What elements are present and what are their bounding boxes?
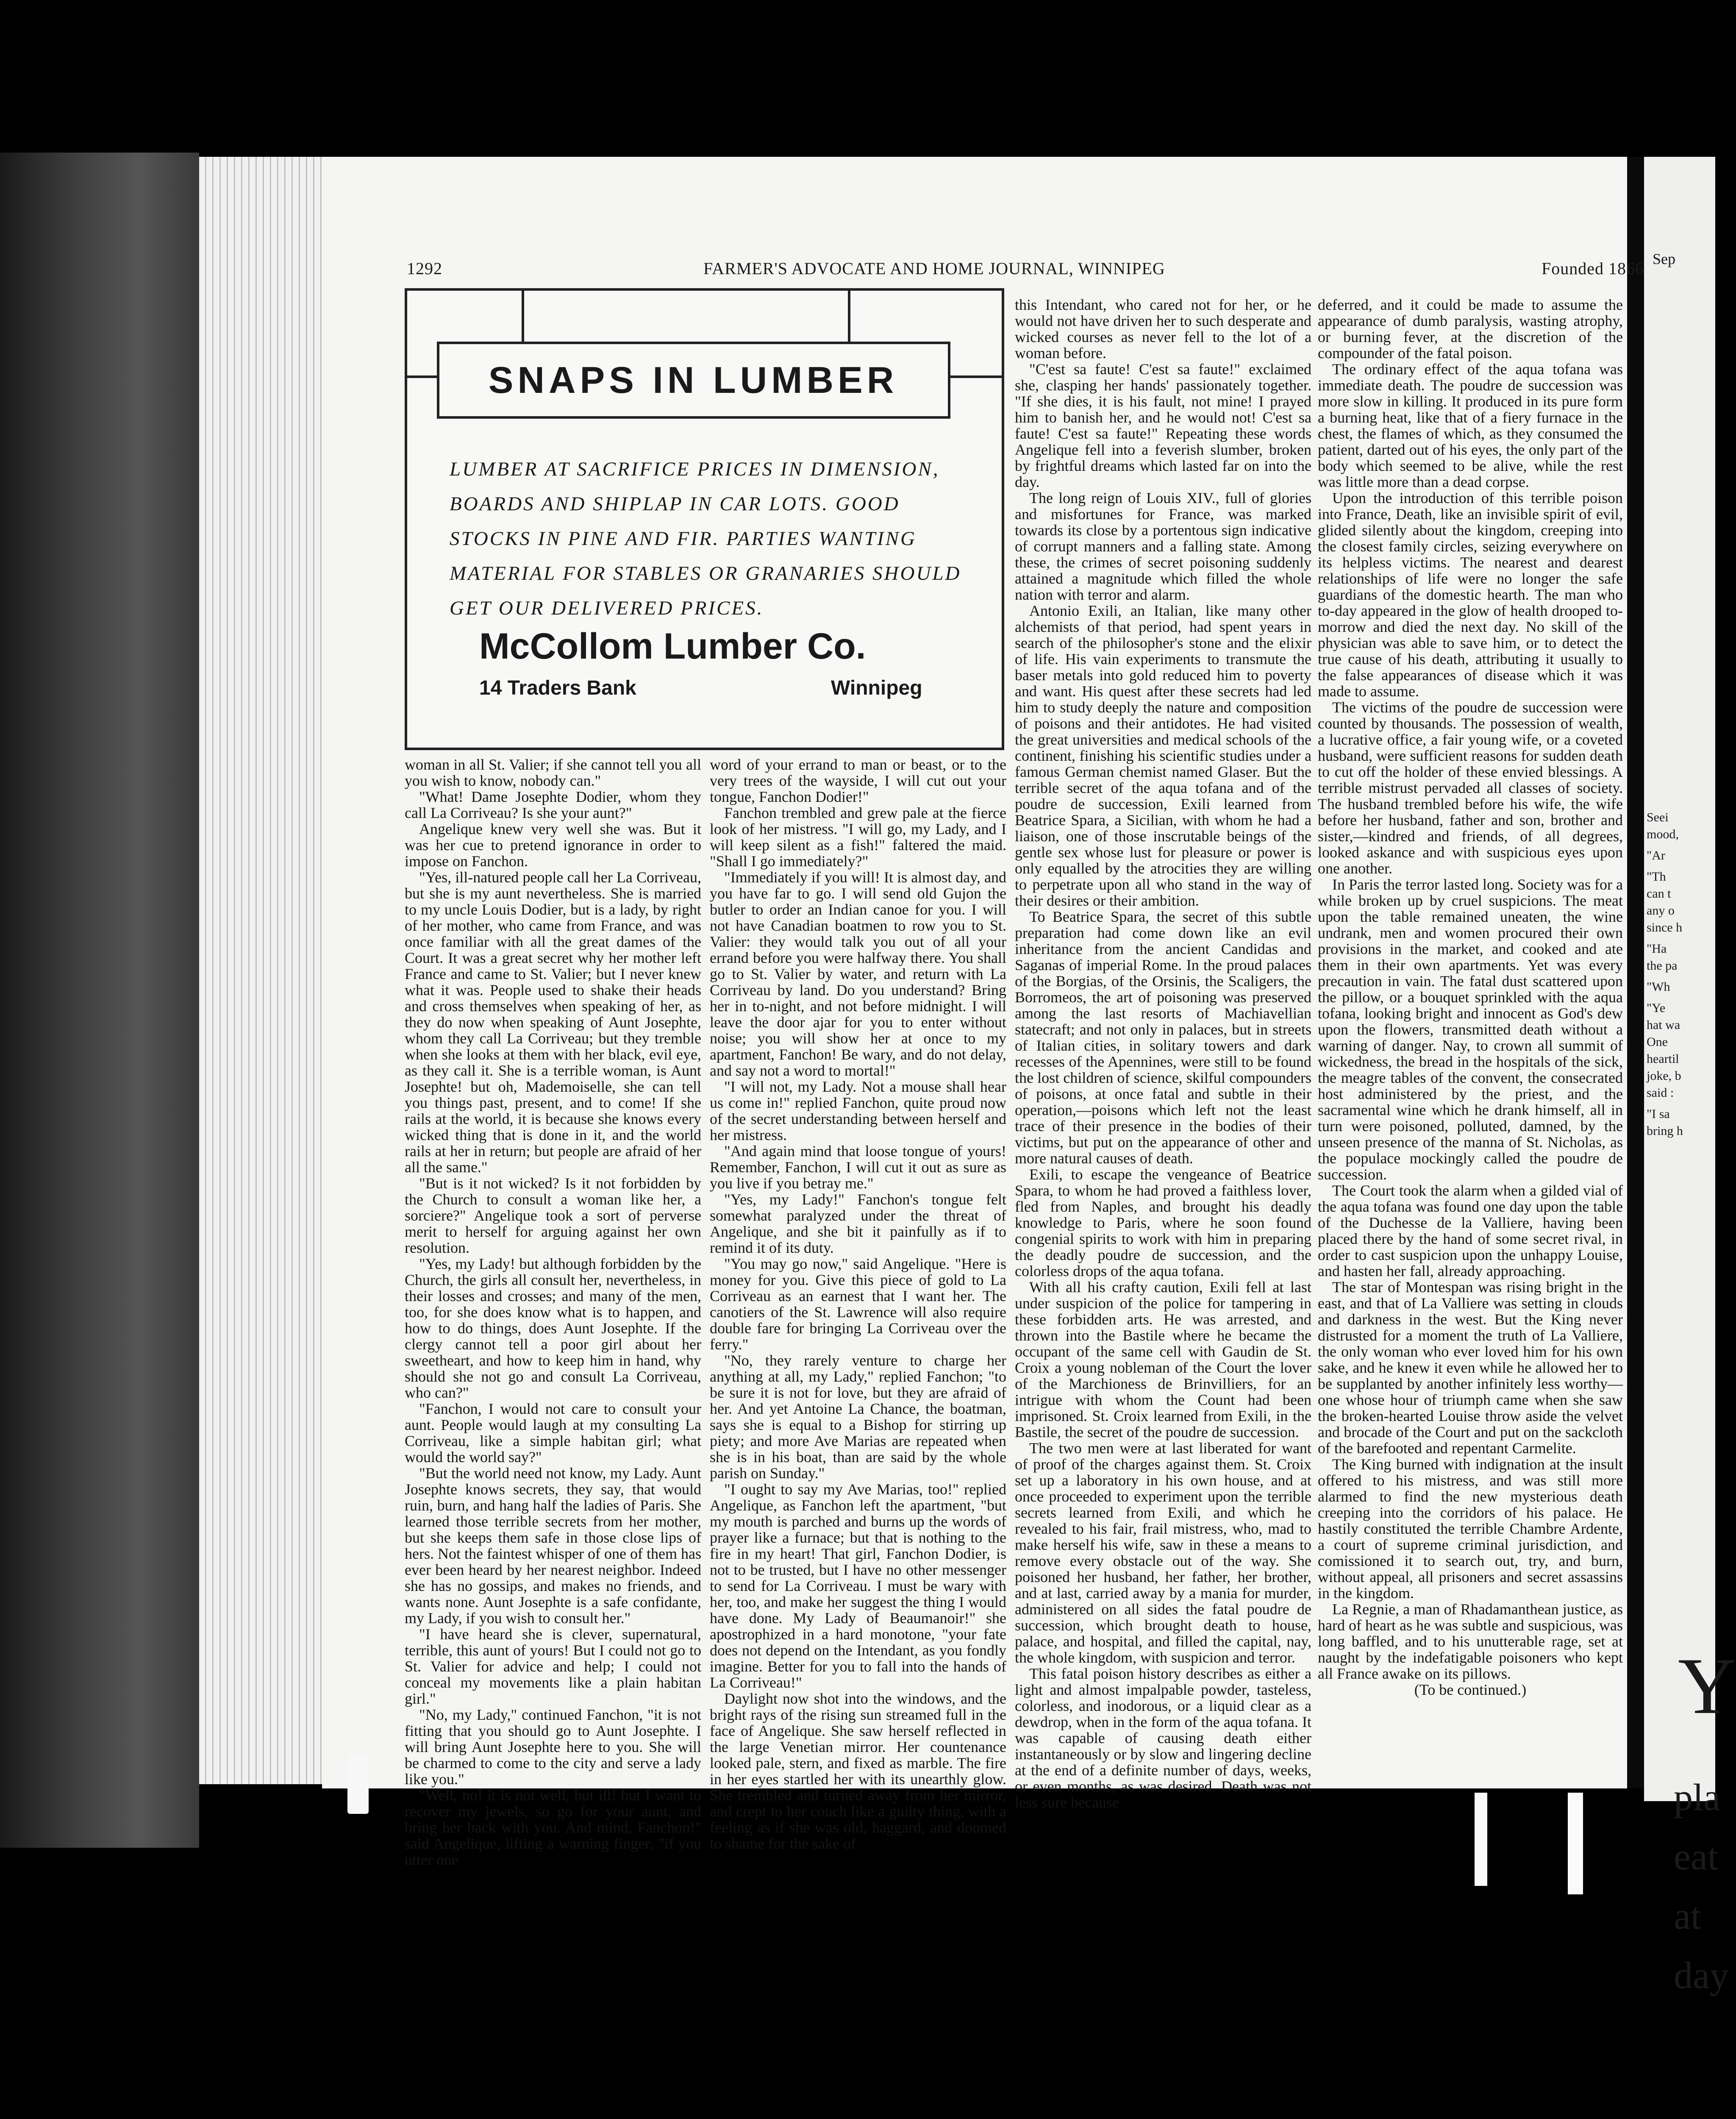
- paragraph: word of your errand to man or beast, or to the very trees of the wayside, I will cut out your tongue, Fanchon Dodier!": [710, 756, 1006, 805]
- ad-frame-rail: [407, 375, 437, 378]
- paragraph: The long reign of Louis XIV., full of glories and misfortunes for France, was marked towards its close by a portentous sign indicative of corrupt manners and a falling state. Among these, the crimes of secret poisoning suddenly attained a magnitude which filled the whole nation with terror and alarm.: [1015, 489, 1311, 603]
- ad-headline: SNAPS IN LUMBER: [488, 359, 898, 401]
- ad-frame-rail: [948, 375, 1002, 378]
- adjacent-word: day: [1674, 1955, 1729, 1997]
- adjacent-fragment: "Ha: [1647, 942, 1667, 956]
- adjacent-fragment: "Ye: [1647, 1001, 1666, 1015]
- adjacent-fragment: since h: [1647, 920, 1683, 934]
- scan-artifact-bar: [1475, 1793, 1487, 1886]
- journal-title: FARMER'S ADVOCATE AND HOME JOURNAL, WINNIPEG: [703, 259, 1165, 278]
- paragraph: "C'est sa faute! C'est sa faute!" exclaimed she, clasping her hands' passionately together. "If she dies, it is his fault, not mine! I prayed him to banish her, and he would not! C'est sa faute! C'est sa faute!" Repeating these words Angelique fell into a feverish slumber, broken by frightful dreams which lasted far on into the day.: [1015, 361, 1311, 490]
- paragraph: "But is it not wicked? Is it not forbidden by the Church to consult a woman like her, a sorciere?" Angelique took a sort of perverse merit to herself for arguing against her own resolution.: [405, 1175, 701, 1256]
- adjacent-fragment: said :: [1647, 1086, 1674, 1100]
- paragraph: The King burned with indignation at the insult offered to his mistress, and was still more alarmed to find the new mysterious death creeping into the corridors of his palace. He hastily constituted the terrible Chambre Ardente, a court of supreme criminal jurisdiction, and comissioned it to search out, try, and burn, without appeal, all prisoners and secret assassins in the kingdom.: [1318, 1456, 1623, 1602]
- paragraph: The ordinary effect of the aqua tofana was immediate death. The poudre de succession was more slow in killing. It produced in its pure form a burning heat, like that of a fiery furnace in the chest, the flames of which, as they consumed the patient, darted out of his eyes, the only part of the body which seemed to be alive, while the rest was little more than a dead corpse.: [1318, 361, 1623, 490]
- adjacent-fragment: One: [1647, 1035, 1668, 1049]
- paragraph: "Yes, my Lady! but although forbidden by the Church, the girls all consult her, nevertheless, in their losses and crosses; and many of the men, too, for she does know what is to happen, and how to do things, does Aunt Josephte. If the clergy cannot tell a poor girl about her sweetheart, and how to keep him in hand, why should she not go and consult La Corriveau, who can?": [405, 1255, 701, 1401]
- paragraph: With all his crafty caution, Exili fell at last under suspicion of the police for tampering in these forbidden arts. He was arrested, and thrown into the Bastile where he became the occupant of the same cell with Gaudin de St. Croix a young nobleman of the Court the lover of the Marchioness de Brinvilliers, for an intrigue with whom the Count had been imprisoned. St. Croix learned from Exili, in the Bastile, the secret of the poudre de succession.: [1015, 1279, 1311, 1440]
- ad-frame-post: [522, 291, 524, 342]
- adjacent-fragment: bring h: [1647, 1124, 1683, 1138]
- adjacent-fragment: mood,: [1647, 827, 1679, 841]
- paragraph: The two men were at last liberated for want of proof of the charges against them. St. Croix set up a laboratory in his own house, and at once proceeded to experiment upon the terrible secrets learned from Exili, and which he revealed to his fair, frail mistress, who, mad to make herself his wife, saw in these a means to remove every obstacle out of the way. She poisoned her husband, her father, her brother, and at last, carried away by a mania for murder, administered on all sides the fatal poudre de succession, which brought death to house, palace, and hospital, and filled the capital, nay, the whole kingdom, with suspicion and terror.: [1015, 1440, 1311, 1666]
- page-number: 1292: [407, 259, 442, 278]
- ad-address: 14 Traders Bank: [479, 677, 636, 699]
- paragraph: To Beatrice Spara, the secret of this subtle preparation had come down like an evil inheritance from the ancient Candidas and Saganas of imperial Rome. In the proud palaces of the Borgias, of the Orsinis, the Scaligers, the Borromeos, the art of poisoning was preserved among the last resorts of Machiavellian statecraft; and not only in palaces, but in streets of Italian cities, in solitary towers and dark recesses of the Apennines, were still to be found the lost children of science, skilful compounders of poisons, at once fatal and subtle in their operation,—poisons which left not the least trace of their presence in the bodies of their victims, but put on the appearance of other and more natural causes of death.: [1015, 908, 1311, 1167]
- paragraph: "Fanchon, I would not care to consult your aunt. People would laugh at my consulting La Corriveau, like a simple habitan girl; what would the world say?": [405, 1400, 701, 1466]
- paragraph: "Yes, ill-natured people call her La Corriveau, but she is my aunt nevertheless. She is married to my uncle Louis Dodier, but is a lady, by right of her mother, who came from France, and was once familiar with all the great dames of the Court. It was a great secret why her mother left France and came to St. Valier; but I never knew what it was. People used to shake their heads and cross themselves when speaking of her, as they do now when speaking of Aunt Josephte, whom they call La Corriveau; but they tremble when she looks at them with her black, evil eye, as they call it. She is a terrible woman, is Aunt Josephte! but oh, Mademoiselle, she can tell you things past, present, and to come! If she rails at the world, it is because she knows every wicked thing that is done in it, and the world rails at her in return; but people are afraid of her all the same.": [405, 869, 701, 1176]
- adjacent-header: Sep: [1653, 250, 1675, 267]
- paragraph: woman in all St. Valier; if she cannot tell you all you wish to know, nobody can.": [405, 756, 701, 789]
- ad-body: LUMBER AT SACRIFICE PRICES IN DIMENSION, BOARDS AND SHIPLAP IN CAR LOTS. GOOD STOCKS IN PINE AND FIR. PARTIES WANTING MATERIAL FOR STABLES OR GRANARIES SHOULD GET OUR DELIVERED PRICES.: [450, 458, 961, 619]
- adjacent-fragment: hat wa: [1647, 1018, 1680, 1032]
- adjacent-word: at: [1674, 1895, 1701, 1937]
- adjacent-fragment: "I sa: [1647, 1107, 1670, 1121]
- ad-frame-post: [848, 291, 850, 342]
- paragraph: "Immediately if you will! It is almost day, and you have far to go. I will send old Gujon the butler to order an Indian canoe for you. I will not have Canadian boatmen to row you to St. Valier: they would talk you out of all your errand before you were halfway there. You shall go to St. Valier by water, and return with La Corriveau by land. Do you understand? Bring her in to-night, and not before midnight. I will leave the door ajar for you to enter without noise; you will show her at once to my apartment, Fanchon! Be wary, and do not delay, and say not a word to mortal!": [710, 869, 1006, 1079]
- adjacent-page: [1644, 157, 1736, 1997]
- book-spine: [1627, 157, 1644, 1788]
- adjacent-fragment: can t: [1647, 887, 1671, 901]
- paragraph: In Paris the terror lasted long. Society was for a while broken up by cruel suspicions. The meat upon the table remained uneaten, the wine undrank, men and women procured their own provisions in the market, and cooked and ate them in their own apartments. Yet was every precaution in vain. The fatal dust scattered upon the pillow, or a bouquet sprinkled with the aqua tofana, looking bright and innocent as God's dew upon the flowers, transmitted death without a warning of danger. Nay, to crown all summit of wickedness, the bread in the hospitals of the sick, the meagre tables of the convent, the consecrated host administered by the priest, and the sacramental wine which he drank himself, all in turn were poisoned, polluted, damned, by the unseen presence of the manna of St. Nicholas, as the populace mockingly called the poudre de succession.: [1318, 876, 1623, 1183]
- text-column-2: [710, 756, 1006, 1852]
- paragraph: Antonio Exili, an Italian, like many other alchemists of that period, had spent years in search of the philosopher's stone and the elixir of life. His vain experiments to transmute the baser metals into gold reduced him to poverty and want. His quest after these secrets had led him to study deeply the nature and composition of poisons and their antidotes. He had visited the great universities and medical schools of the continent, finishing his scientific studies under a famous German chemist named Glaser. But the terrible secret of the aqua tofana and of the poudre de succession, Exili learned from Beatrice Spara, a Sicilian, with whom he had a liaison, one of those inscrutable beings of the gentle sex whose lust for pleasure or power is only equalled by the atrocities they are willing to perpetrate upon all who stand in the way of their desires or their ambition.: [1015, 602, 1311, 909]
- text-column-4: [1318, 297, 1623, 1698]
- paragraph: deferred, and it could be made to assume the appearance of dumb paralysis, wasting atrophy, or burning fever, at the discretion of the compounder of the fatal poison.: [1318, 296, 1623, 362]
- paragraph: Fanchon trembled and grew pale at the fierce look of her mistress. "I will go, my Lady, and I will keep silent as a fish!" faltered the maid. "Shall I go immediately?": [710, 804, 1006, 870]
- paragraph: "And again mind that loose tongue of yours! Remember, Fanchon, I will cut it out as sure as you live if you betray me.": [710, 1143, 1006, 1192]
- adjacent-big-letter: Y: [1678, 1642, 1736, 1731]
- paragraph: "No, my Lady," continued Fanchon, "it is not fitting that you should go to Aunt Josephte. I will bring Aunt Josephte here to you. She will be charmed to come to the city and serve a lady like you.": [405, 1706, 701, 1788]
- text-column-1: [405, 756, 701, 1868]
- paragraph: Daylight now shot into the windows, and the bright rays of the rising sun streamed full in the face of Angelique. She saw herself reflected in the large Venetian mirror. Her countenance looked pale, stern, and fixed as marble. The fire in her eyes startled her with its unearthly glow. She trembled and turned away from her mirror, and crept to her couch like a guilty thing, with a feeling as if she was old, haggard, and doomed to shame for the sake of: [710, 1690, 1006, 1852]
- adjacent-fragment: any o: [1647, 904, 1675, 918]
- paragraph: "You may go now," said Angelique. "Here is money for you. Give this piece of gold to La Corriveau as an earnest that I want her. The canotiers of the St. Lawrence will also require double fare for bringing La Corriveau over the ferry.": [710, 1255, 1006, 1353]
- paragraph: La Regnie, a man of Rhadamanthean justice, as hard of heart as he was subtle and suspicious, was long baffled, and to his unutterable rage, set at naught by the indefatigable poisoners who kept all France awake on its pillows.: [1318, 1601, 1623, 1682]
- lumber-advertisement: [405, 288, 1004, 750]
- ad-company-name: McCollom Lumber Co.: [479, 626, 866, 667]
- paragraph: Exili, to escape the vengeance of Beatrice Spara, to whom he had proved a faithless lover, fled from Naples, and brought his deadly knowledge to Paris, where he soon found congenial spirits to work with him in preparing the deadly poudre de succession, and the colorless drops of the aqua tofana.: [1015, 1166, 1311, 1279]
- adjacent-fragment: heartil: [1647, 1052, 1679, 1066]
- adjacent-fragment: "Ar: [1647, 848, 1665, 862]
- adjacent-fragment: "Th: [1647, 870, 1666, 884]
- adjacent-word: pla: [1674, 1777, 1720, 1819]
- paragraph: "Well, no! it is not well, but ill! but I want to recover my jewels, so go for your aunt, and bring her back with you. And mind, Fanchon!" said Angelique, lifting a warning finger, "if you utter one: [405, 1787, 701, 1868]
- adjacent-fragment: the pa: [1647, 959, 1678, 973]
- paragraph: "No, they rarely venture to charge her anything at all, my Lady," replied Fanchon; "to be sure it is not for love, but they are afraid of her. And yet Antoine La Chance, the boatman, says she is equal to a Bishop for stirring up piety; and more Ave Marias are repeated when she is in his boat, than are said by the whole parish on Sunday.": [710, 1352, 1006, 1482]
- book-page-edges: [199, 157, 322, 1784]
- paragraph: "I ought to say my Ave Marias, too!" replied Angelique, as Fanchon left the apartment, "but my mouth is parched and burns up the words of prayer like a furnace; but that is nothing to the fire in my heart! That girl, Fanchon Dodier, is not to be trusted, but I have no other messenger to send for La Corriveau. I must be wary with her, too, and make her suggest the thing I would have done. My Lady of Beaumanoir!" she apostrophized in a hard monotone, "your fate does not depend on the Intendant, as you fondly imagine. Better for you to fall into the hands of La Corriveau!": [710, 1481, 1006, 1691]
- paragraph: The victims of the poudre de succession were counted by thousands. The possession of wealth, a lucrative office, a fair young wife, or a coveted husband, were sufficient reasons for sudden death to cut off the holder of these envied blessings. A terrible mistrust pervaded all classes of society. The husband trembled before his wife, the wife before her husband, father and son, brother and sister,—kindred and friends, of all degrees, looked askance and with suspicious eyes upon one another.: [1318, 699, 1623, 877]
- text-column-3: [1015, 297, 1311, 1810]
- ad-city: Winnipeg: [831, 677, 922, 699]
- paragraph: "Yes, my Lady!" Fanchon's tongue felt somewhat paralyzed under the threat of Angelique, and she bit it painfully as if to remind it of its duty.: [710, 1191, 1006, 1256]
- to-be-continued: (To be continued.): [1414, 1681, 1527, 1698]
- paragraph: The Court took the alarm when a gilded vial of the aqua tofana was found one day upon the table of the Duchesse de la Valliere, having been placed there by the hand of some secret rival, in order to cast suspicion upon the unhappy Louise, and hasten her fall, already approaching.: [1318, 1182, 1623, 1279]
- paragraph: "I will not, my Lady. Not a mouse shall hear us come in!" replied Fanchon, quite proud now of the secret understanding between herself and her mistress.: [710, 1078, 1006, 1143]
- paragraph: Angelique knew very well she was. But it was her cue to pretend ignorance in order to impose on Fanchon.: [405, 820, 701, 870]
- paragraph: "I have heard she is clever, supernatural, terrible, this aunt of yours! But I could not go to St. Valier for advice and help; I could not conceal my movements like a plain habitan girl.": [405, 1626, 701, 1707]
- paragraph: "What! Dame Josephte Dodier, whom they call La Corriveau? Is she your aunt?": [405, 788, 701, 821]
- adjacent-fragment: joke, b: [1647, 1069, 1681, 1083]
- adjacent-fragment: "Wh: [1647, 980, 1670, 994]
- adjacent-fragment: Seei: [1647, 810, 1669, 824]
- adjacent-word: eat: [1674, 1836, 1718, 1878]
- paragraph: This fatal poison history describes as either a light and almost impalpable powder, tasteless, colorless, and inodorous, or a liquid clear as a dewdrop, when in the form of the aqua tofana. It was capable of causing death either instantaneously or by slow and lingering decline at the end of a definite number of days, weeks, or even months, as was desired. Death was not less sure because: [1015, 1665, 1311, 1811]
- paragraph: The star of Montespan was rising bright in the east, and that of La Valliere was setting in clouds and darkness in the west. But the King never distrusted for a moment the truth of La Valliere, the only woman who ever loved him for his own sake, and he knew it even while he allowed her to be supplanted by another infinitely less worthy—one whose hour of triumph came when she saw the broken-hearted Louise throw aside the velvet and brocade of the Court and put on the sackcloth of the barefooted and repentant Carmelite.: [1318, 1279, 1623, 1457]
- paragraph: Upon the introduction of this terrible poison into France, Death, like an invisible spirit of evil, glided silently about the kingdom, creeping into the closest family circles, seizing everywhere on its helpless victims. The nearest and dearest relationships of life were no longer the safe guardians of the domestic hearth. The man who to-day appeared in the glow of health drooped to-morrow and died the next day. No skill of the physician was able to save him, or to detect the true cause of his death, attributing it usually to the false appearances of disease which it was made to assume.: [1318, 489, 1623, 700]
- running-head: [407, 259, 1644, 280]
- founded-note: Founded 1866: [1542, 259, 1644, 278]
- dark-background: [0, 153, 199, 1848]
- paragraph: this Intendant, who cared not for her, or he would not have driven her to such desperate and wicked courses as never fell to the lot of a woman before.: [1015, 296, 1311, 362]
- paragraph: "But the world need not know, my Lady. Aunt Josephte knows secrets, they say, that would ruin, burn, and hang half the ladies of Paris. She learned those terrible secrets from her mother, but she keeps them safe in those close lips of hers. Not the faintest whisper of one of them has ever been heard by her nearest neighbor. Indeed she has no gossips, and makes no friends, and wants none. Aunt Josephte is a safe confidante, my Lady, if you wish to consult her.": [405, 1465, 701, 1627]
- page-tab-marker: [347, 1755, 369, 1814]
- scan-artifact-bar: [1568, 1793, 1583, 1894]
